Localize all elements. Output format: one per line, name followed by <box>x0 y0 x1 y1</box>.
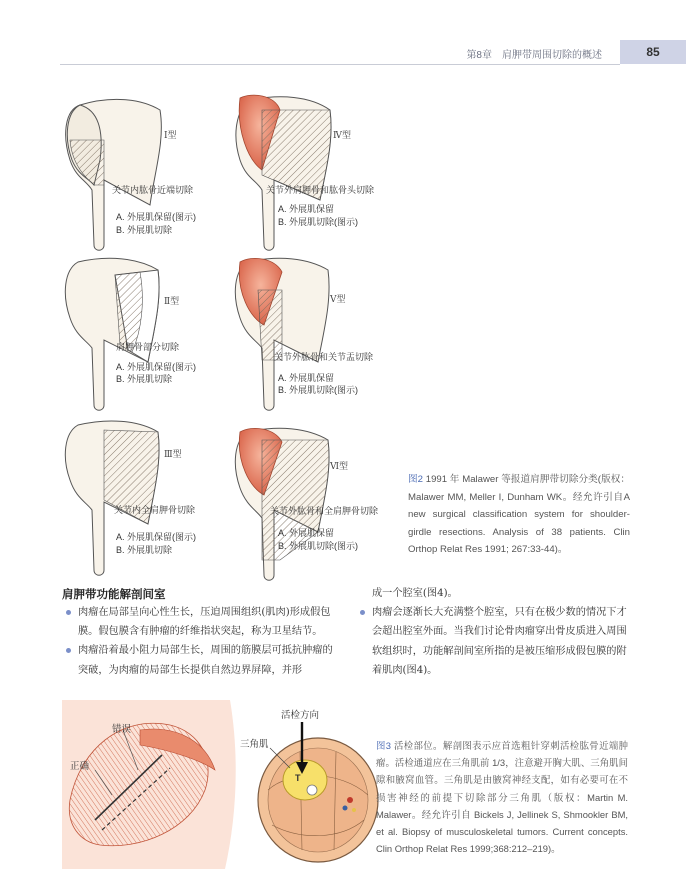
type-4-title: 关节外肩胛骨和肱骨头切除 <box>266 185 375 195</box>
figure3-label-deltoid: 三角肌 <box>240 739 269 750</box>
right-continuation: 成一个腔室(图4)。 <box>372 588 458 599</box>
section-title: 肩胛带功能解剖间室 <box>62 587 166 601</box>
right-column <box>358 584 630 680</box>
type-6-option-b: B. 外展肌切除(图示) <box>278 541 358 551</box>
type-2-option-b: B. 外展肌切除 <box>116 374 173 384</box>
figure3-label-tumor: T <box>295 773 301 783</box>
figure2-caption-label: 图2 <box>408 474 423 485</box>
type-2-title: 肩胛骨部分切除 <box>116 342 180 352</box>
type-4-option-b: B. 外展肌切除(图示) <box>278 217 358 227</box>
figure3-caption-label: 图3 <box>376 740 391 751</box>
figure3-label-right: 正确 <box>70 761 90 772</box>
type-5-label: Ⅴ型 <box>330 295 346 305</box>
left-bullet-2: 肉瘤沿着最小阻力局部生长，周围的筋膜层可抵抗肿瘤的突破，为肉瘤的局部生长提供自然边界屏障，并形 <box>64 641 342 679</box>
left-column <box>64 603 342 680</box>
type-5-title: 关节外肱骨和关节盂切除 <box>274 352 374 362</box>
type-3-option-b: B. 外展肌切除 <box>116 545 173 555</box>
figure2-caption-text: 1991 年 Malawer 等报道肩胛带切除分类(版权：Malawer MM, Meller I, Dunham WK。经允许引自A new surgical classification system for shoulder-girdle resections. Analysis of 38 patients. Clin Orthop Relat Res 1991; 267:33-44)。 <box>408 474 630 556</box>
type-3-option-a: A. 外展肌保留(图示) <box>116 532 196 542</box>
type-5-option-a: A. 外展肌保留 <box>278 373 335 383</box>
type-3-title: 关节内全肩胛骨切除 <box>114 505 196 515</box>
left-bullet-1: 肉瘤在局部呈向心性生长，压迫周围组织(肌肉)形成假包膜。假包膜含有肿瘤的纤维指状突起，称为卫星结节。 <box>64 603 342 641</box>
figure3-caption-text: 活检部位。解剖图表示应首选粗针穿刺活检肱骨近端肿瘤。活检通道应在三角肌前 1/3，注意避开胸大肌、三角肌间隙和腋窝血管。三角肌是由腋窝神经支配，如有必要可在不损害神经的前提下切除部分三角肌（版权：Martin M. Malawer。经允许引自 Bickels J, Jellinek S, Shmookler BM, et al. Biopsy of musculoskeletal tumors. Current concepts. Clin Orthop Relat Res 1999;368:212–219)。 <box>376 740 628 855</box>
type-6-title: 关节外肱骨和全肩胛骨切除 <box>270 506 379 516</box>
type-1-option-a: A. 外展肌保留(图示) <box>116 212 196 222</box>
shoulder-diagram-type-2 <box>65 258 159 410</box>
figure3-shoulder-anatomy <box>62 700 236 869</box>
figure3-cross-section <box>258 722 378 862</box>
chapter-title: 第8章 肩胛带周围切除的概述 <box>466 50 602 61</box>
type-2-option-a: A. 外展肌保留(图示) <box>116 362 196 372</box>
figure3-label-direction: 活检方向 <box>281 710 320 721</box>
type-6-option-a: A. 外展肌保留 <box>278 528 335 538</box>
type-3-label: Ⅲ型 <box>164 450 182 460</box>
type-1-label: Ⅰ型 <box>164 131 177 141</box>
right-bullet-1: 肉瘤会逐渐长大充满整个腔室，只有在极少数的情况下才会超出腔室外面。当我们讨论骨肉瘤穿出骨皮质进入周围软组织时，功能解剖间室所指的是被压缩形成假包膜的附着肌肉(图4)。 <box>358 603 630 680</box>
type-4-label: Ⅳ型 <box>333 131 351 141</box>
type-1-option-b: B. 外展肌切除 <box>116 225 173 235</box>
type-1-title: 关节内肱骨近端切除 <box>112 185 194 195</box>
page-number: 85 <box>620 40 686 64</box>
type-5-option-b: B. 外展肌切除(图示) <box>278 385 358 395</box>
figure2-caption <box>408 471 630 559</box>
type-2-label: Ⅱ型 <box>164 297 180 307</box>
type-4-option-a: A. 外展肌保留 <box>278 204 335 214</box>
type-6-label: Ⅵ型 <box>330 462 349 472</box>
figure3-caption <box>376 737 628 857</box>
figure3-label-wrong: 错误 <box>112 724 132 735</box>
